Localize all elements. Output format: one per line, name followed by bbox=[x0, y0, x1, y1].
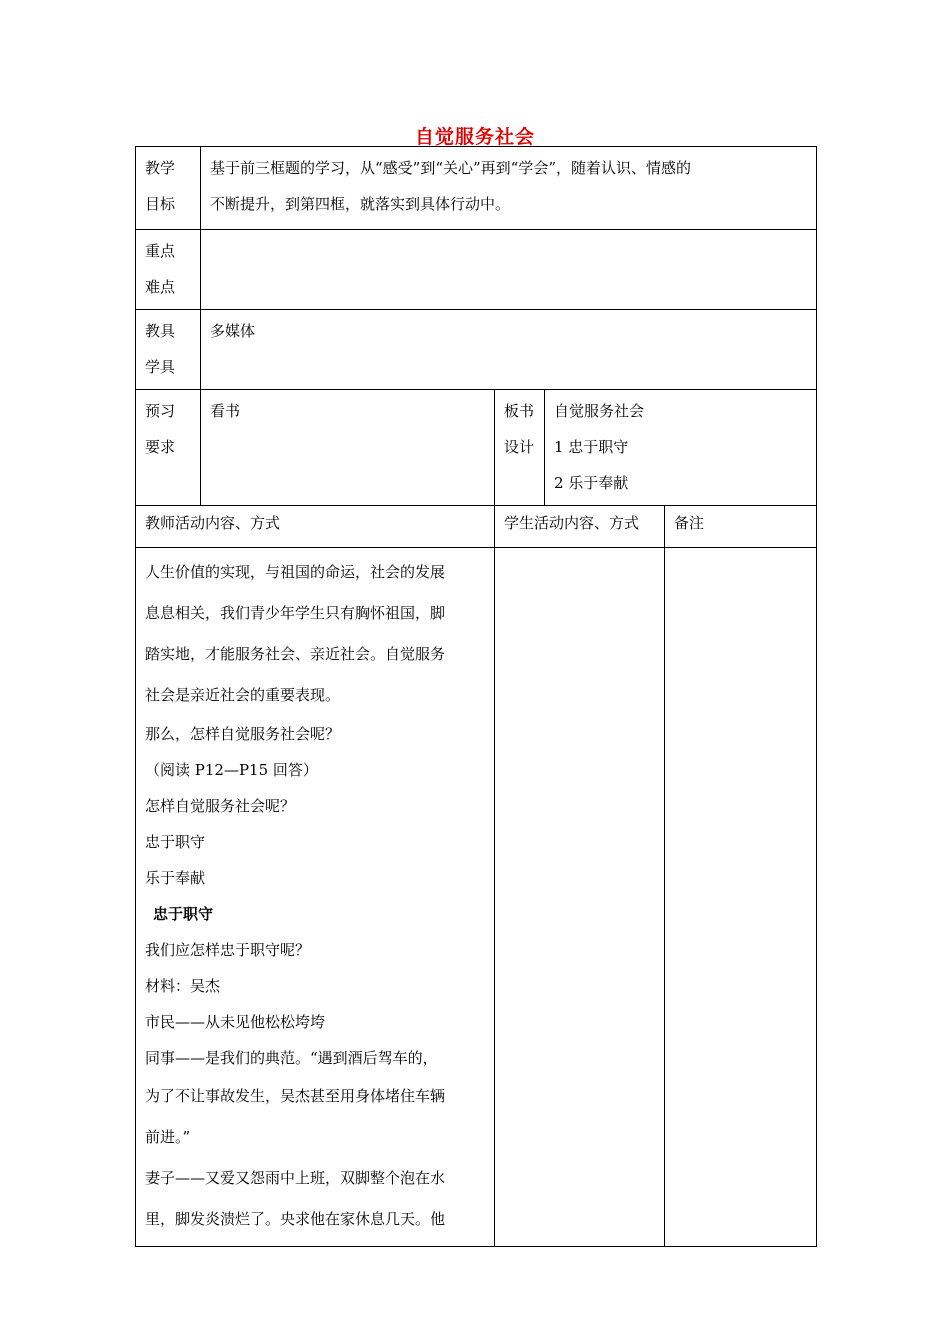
preview-content: 看书 bbox=[201, 390, 495, 506]
paragraph-line: 人生价值的实现，与祖国的命运，社会的发展 bbox=[145, 563, 446, 581]
paragraph-line: 市民——从未见他松松垮垮 bbox=[145, 1013, 326, 1031]
lesson-plan-table bbox=[135, 146, 817, 1247]
paragraph-line: 妻子——又爱又怨雨中上班，双脚整个泡在水 bbox=[145, 1169, 446, 1187]
teacher-column-header: 教师活动内容、方式 bbox=[136, 506, 495, 548]
key-label: 重点 难点 bbox=[136, 230, 201, 310]
note-cell bbox=[665, 548, 817, 1247]
paragraph-line: 里，脚发炎溃烂了。央求他在家休息几天。他 bbox=[145, 1210, 446, 1228]
key-row bbox=[136, 230, 817, 310]
paragraph-line: 我们应怎样忠于职守呢？ bbox=[145, 941, 311, 959]
board-label: 板书 设计 bbox=[495, 390, 545, 506]
goal-content: 基于前三框题的学习，从“感受”到“关心”再到“学会”，随着认识、情感的 不断提升，到第四框，就落实到具体行动中。 bbox=[201, 147, 817, 230]
student-column-header: 学生活动内容、方式 bbox=[495, 506, 665, 548]
tools-row bbox=[136, 310, 817, 390]
board-content: 自觉服务社会 1 忠于职守 2 乐于奉献 bbox=[545, 390, 817, 506]
activity-body-row bbox=[136, 548, 817, 1247]
teacher-activity-cell bbox=[136, 548, 495, 1247]
preview-row bbox=[136, 390, 817, 506]
paragraph-line: 前进。” bbox=[145, 1128, 191, 1146]
student-activity-cell bbox=[495, 548, 665, 1247]
section-heading: 忠于职守 bbox=[153, 905, 214, 923]
paragraph-line: 踏实地，才能服务社会、亲近社会。自觉服务 bbox=[145, 645, 446, 663]
key-content bbox=[201, 230, 817, 310]
page-title: 自觉服务社会 bbox=[414, 126, 535, 148]
paragraph-line: 息息相关，我们青少年学生只有胸怀祖国，脚 bbox=[145, 604, 446, 622]
paragraph-line: 材料：吴杰 bbox=[145, 977, 221, 995]
paragraph-line: （阅读 P12—P15 回答） bbox=[145, 761, 318, 779]
goal-row bbox=[136, 147, 817, 230]
paragraph-line: 怎样自觉服务社会呢？ bbox=[145, 797, 296, 815]
tools-label: 教具 学具 bbox=[136, 310, 201, 390]
paragraph-line: 乐于奉献 bbox=[145, 869, 206, 887]
goal-label: 教学 目标 bbox=[136, 147, 201, 230]
note-column-header: 备注 bbox=[665, 506, 817, 548]
paragraph-line: 忠于职守 bbox=[145, 833, 206, 851]
paragraph-line: 为了不让事故发生，吴杰甚至用身体堵住车辆 bbox=[145, 1087, 446, 1105]
preview-label: 预习 要求 bbox=[136, 390, 201, 506]
paragraph-line: 社会是亲近社会的重要表现。 bbox=[145, 686, 341, 704]
tools-content: 多媒体 bbox=[201, 310, 817, 390]
activity-header-row bbox=[136, 506, 817, 548]
paragraph-line: 那么，怎样自觉服务社会呢？ bbox=[145, 725, 341, 743]
paragraph-line: 同事——是我们的典范。“遇到酒后驾车的， bbox=[145, 1049, 438, 1067]
